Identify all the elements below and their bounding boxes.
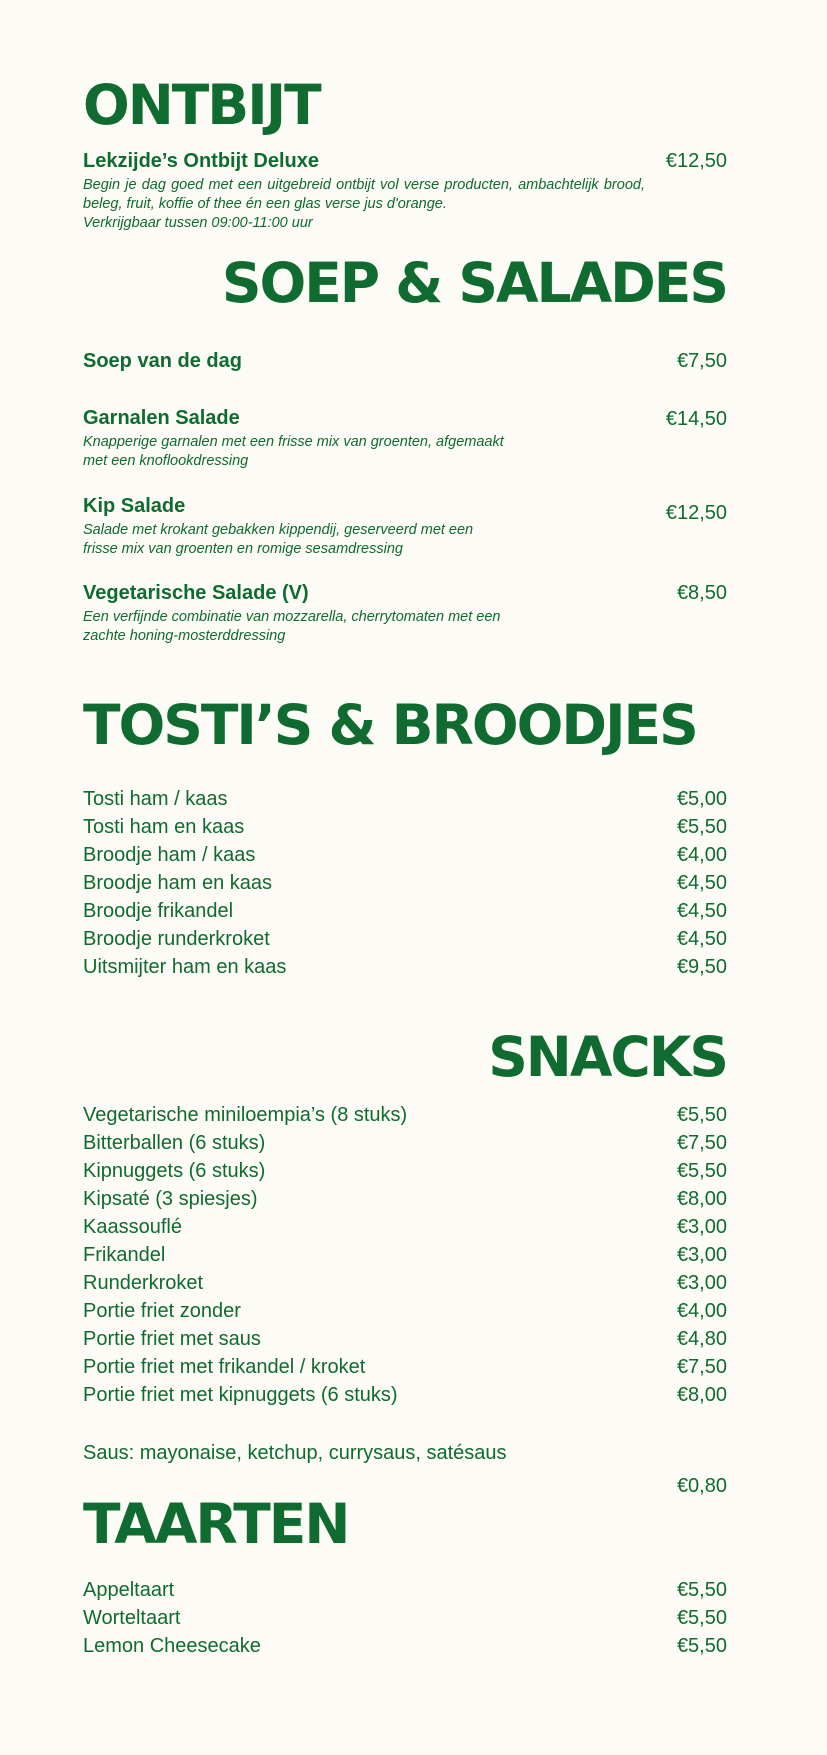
list-item: Tosti ham en kaas €5,50 xyxy=(83,816,727,838)
item-description-garnalen-salade: Knapperige garnalen met een frisse mix van groenten, afgemaakt met een knoflookdressing xyxy=(83,434,504,469)
tostis-list xyxy=(83,785,727,981)
list-item: Appeltaart €5,50 xyxy=(83,1579,727,1601)
list-item: Worteltaart €5,50 xyxy=(83,1607,727,1629)
list-item: Broodje ham / kaas €4,00 xyxy=(83,844,727,866)
item-name-ontbijt-deluxe: Lekzijde’s Ontbijt Deluxe xyxy=(83,150,319,172)
item-name-soep: Soep van de dag xyxy=(83,350,242,372)
item-price-soep: €7,50 xyxy=(676,350,727,372)
taarten-list xyxy=(83,1576,727,1660)
menu-page xyxy=(83,0,727,1755)
list-item: Broodje runderkroket €4,50 xyxy=(83,928,727,950)
list-item: Vegetarische miniloempia’s (8 stuks) €5,50 xyxy=(83,1104,727,1126)
item-name-vegetarische-salade: Vegetarische Salade (V) xyxy=(83,582,309,604)
section-heading-taarten: TAARTEN xyxy=(83,1492,349,1556)
section-heading-soep-salades: SOEP & SALADES xyxy=(221,251,727,315)
item-price-kip-salade: €12,50 xyxy=(665,502,727,524)
list-item: Kipnuggets (6 stuks) €5,50 xyxy=(83,1160,727,1182)
section-heading-snacks: SNACKS xyxy=(488,1025,727,1089)
item-price-garnalen-salade: €14,50 xyxy=(665,408,727,430)
item-price-ontbijt-deluxe: €12,50 xyxy=(665,150,727,172)
list-item: Bitterballen (6 stuks) €7,50 xyxy=(83,1132,727,1154)
list-item: Tosti ham / kaas €5,00 xyxy=(83,788,727,810)
item-description-vegetarische-salade: Een verfijnde combinatie van mozzarella, cherrytomaten met een zachte honing-mosterddressing xyxy=(83,609,501,644)
list-item: Broodje frikandel €4,50 xyxy=(83,900,727,922)
item-name-kip-salade: Kip Salade xyxy=(83,495,186,517)
snacks-list xyxy=(83,1101,727,1409)
list-item: Kaassouflé €3,00 xyxy=(83,1216,727,1238)
list-item: Runderkroket €3,00 xyxy=(83,1272,727,1294)
item-availability-ontbijt-deluxe: Verkrijgbaar tussen 09:00-11:00 uur xyxy=(83,215,313,231)
list-item: Portie friet zonder €4,00 xyxy=(83,1300,727,1322)
list-item: Frikandel €3,00 xyxy=(83,1244,727,1266)
section-heading-ontbijt: ONTBIJT xyxy=(83,73,320,137)
item-name-garnalen-salade: Garnalen Salade xyxy=(83,407,240,429)
list-item: Uitsmijter ham en kaas €9,50 xyxy=(83,956,727,978)
list-item: Lemon Cheesecake €5,50 xyxy=(83,1635,727,1657)
list-item: Kipsaté (3 spiesjes) €8,00 xyxy=(83,1188,727,1210)
item-description-ontbijt-deluxe: Begin je dag goed met een uitgebreid ontbijt vol verse producten, ambachtelijk brood, beleg, fruit, koffie of thee én een glas verse jus d'orange. xyxy=(83,177,645,212)
list-item: Broodje ham en kaas €4,50 xyxy=(83,872,727,894)
sauce-note: Saus: mayonaise, ketchup, currysaus, satésaus xyxy=(83,1442,507,1464)
item-price-vegetarische-salade: €8,50 xyxy=(676,582,727,604)
list-item: Portie friet met saus €4,80 xyxy=(83,1328,727,1350)
item-description-kip-salade: Salade met krokant gebakken kippendij, geserveerd met een frisse mix van groenten en romige sesamdressing xyxy=(83,522,474,557)
sauce-price: €0,80 xyxy=(676,1475,727,1497)
section-heading-tostis: TOSTI’S & BROODJES xyxy=(83,693,697,757)
list-item: Portie friet met kipnuggets (6 stuks) €8,00 xyxy=(83,1384,727,1406)
list-item: Portie friet met frikandel / kroket €7,50 xyxy=(83,1356,727,1378)
